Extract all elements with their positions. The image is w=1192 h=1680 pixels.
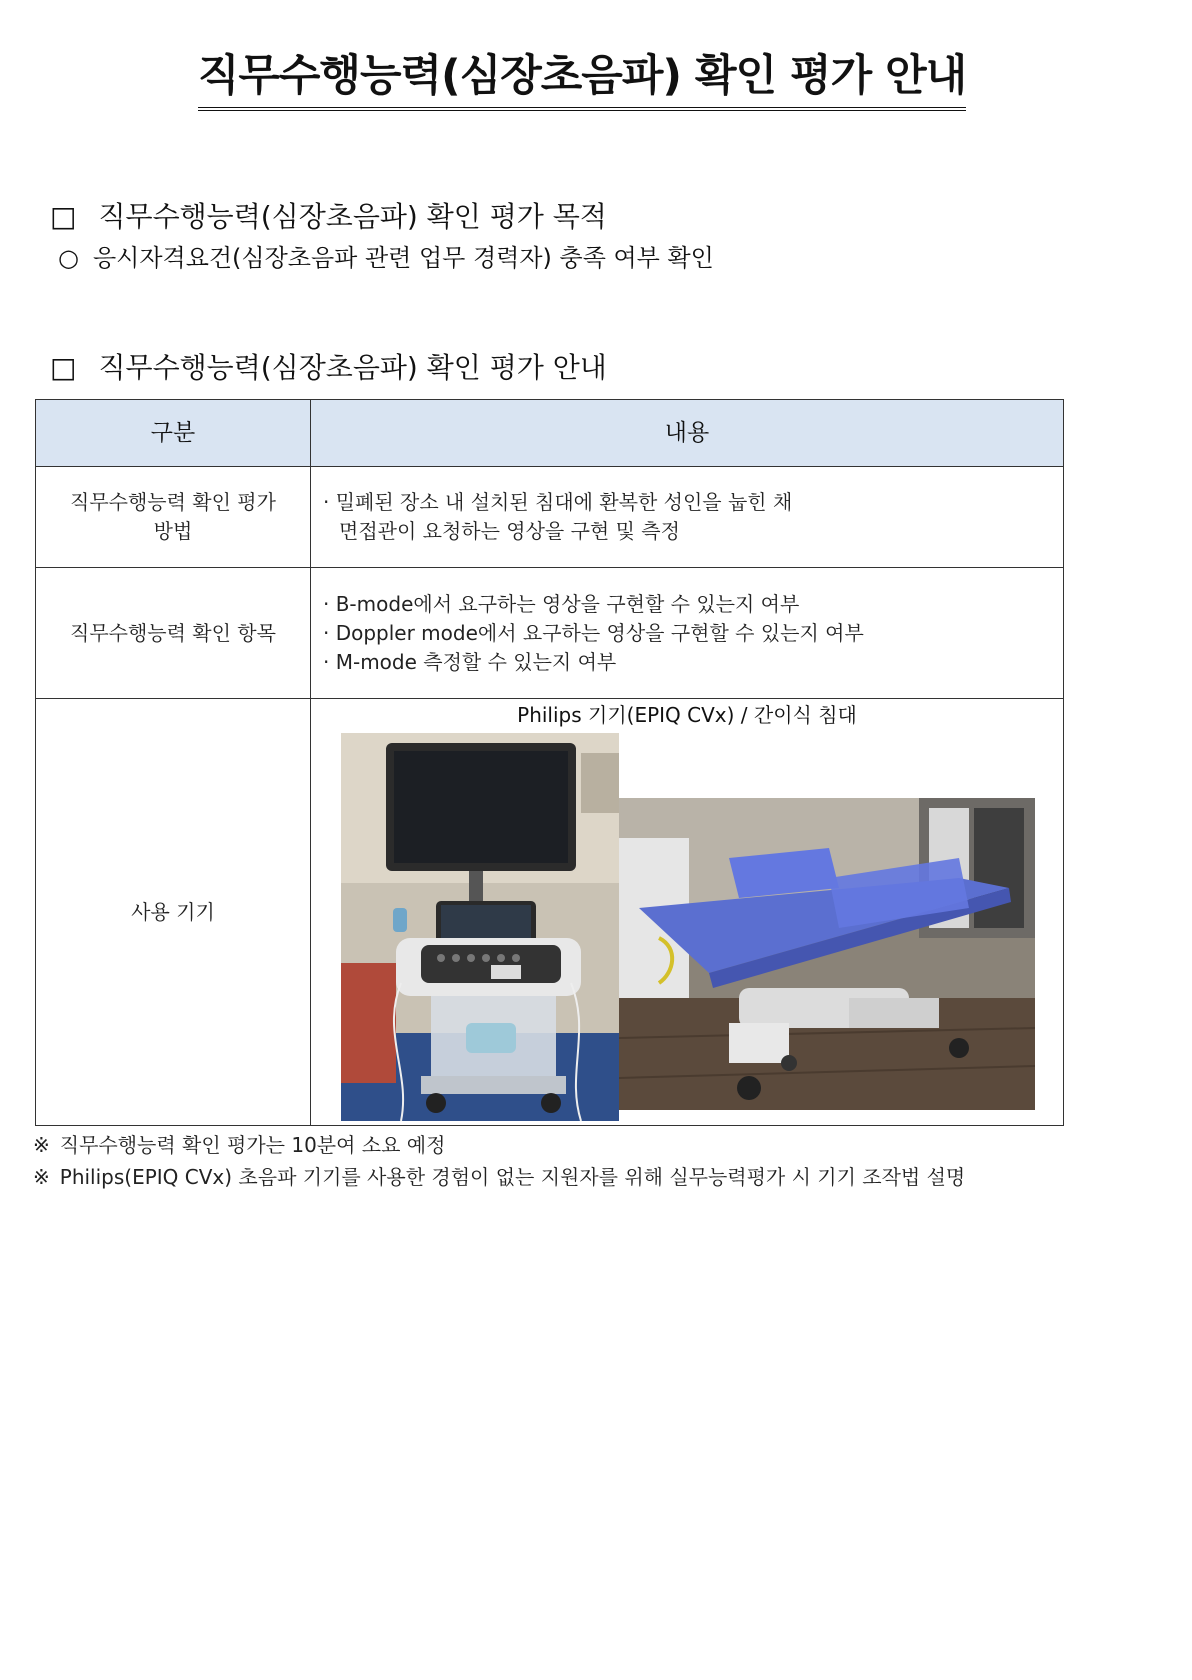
items-content bbox=[311, 568, 1064, 699]
method-line2: 면접관이 요청하는 영상을 구현 및 측정 bbox=[339, 519, 680, 543]
reference-mark-symbol: ※ bbox=[33, 1133, 50, 1157]
guide-table bbox=[35, 399, 1064, 1126]
device-label-text: 사용 기기 bbox=[131, 899, 215, 924]
stretcher-bed-photo bbox=[619, 798, 1035, 1110]
table-header-row bbox=[36, 400, 1064, 467]
document-title bbox=[0, 52, 1164, 111]
guide-heading-text: 직무수행능력(심장초음파) 확인 평가 안내 bbox=[98, 351, 607, 384]
note-device-guide-text: Philips(EPIQ CVx) 초음파 기기를 사용한 경험이 없는 지원자를 위해 실무능력평가 시 기기 조작법 설명 bbox=[59, 1165, 966, 1189]
items-label-text: 직무수행능력 확인 항목 bbox=[70, 620, 276, 645]
purpose-heading bbox=[50, 200, 607, 234]
purpose-bullet-text: 응시자격요건(심장초음파 관련 업무 경력자) 충족 여부 확인 bbox=[92, 244, 714, 272]
note-duration-text: 직무수행능력 확인 평가는 10분여 소요 예정 bbox=[59, 1133, 446, 1157]
purpose-bullet bbox=[58, 243, 714, 273]
note-device-guide bbox=[33, 1163, 965, 1191]
checkbox-symbol: □ bbox=[50, 351, 77, 384]
reference-mark-symbol: ※ bbox=[33, 1165, 50, 1189]
items-line-bmode: · B-mode에서 요구하는 영상을 구현할 수 있는지 여부 bbox=[323, 591, 800, 616]
device-label bbox=[36, 699, 311, 1126]
guide-heading bbox=[50, 351, 607, 385]
table-row-method bbox=[36, 467, 1064, 568]
method-line1: · 밀폐된 장소 내 설치된 침대에 환복한 성인을 눕힌 채 bbox=[323, 490, 793, 514]
purpose-heading-text: 직무수행능력(심장초음파) 확인 평가 목적 bbox=[98, 200, 607, 233]
circle-bullet-symbol: ○ bbox=[58, 244, 79, 272]
items-line-doppler: · Doppler mode에서 요구하는 영상을 구현할 수 있는지 여부 bbox=[323, 620, 864, 645]
checkbox-symbol: □ bbox=[50, 200, 77, 233]
note-duration bbox=[33, 1131, 445, 1159]
ultrasound-machine-photo bbox=[341, 733, 619, 1121]
document-title-text: 직무수행능력(심장초음파) 확인 평가 안내 bbox=[198, 52, 966, 111]
device-content bbox=[311, 699, 1064, 1126]
method-content bbox=[311, 467, 1064, 568]
device-caption: Philips 기기(EPIQ CVx) / 간이식 침대 bbox=[517, 703, 857, 727]
method-label-line1: 직무수행능력 확인 평가 bbox=[70, 490, 276, 514]
items-label bbox=[36, 568, 311, 699]
method-label bbox=[36, 467, 311, 568]
table-row-device bbox=[36, 699, 1064, 1126]
header-category: 구분 bbox=[36, 400, 311, 467]
method-label-line2: 방법 bbox=[153, 519, 193, 543]
table-row-items bbox=[36, 568, 1064, 699]
header-content: 내용 bbox=[311, 400, 1064, 467]
items-line-mmode: · M-mode 측정할 수 있는지 여부 bbox=[323, 649, 617, 674]
